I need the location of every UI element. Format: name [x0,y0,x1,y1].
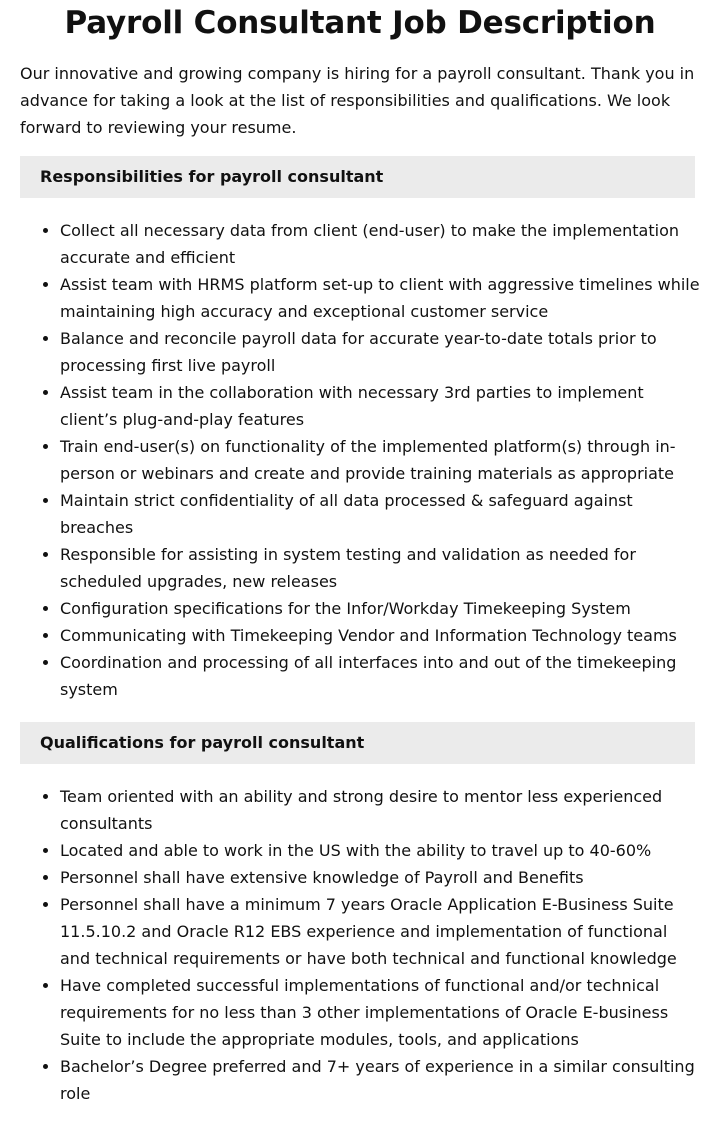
list-item: • Maintain strict confidentiality of all data processed & safeguard against breaches [60,487,700,541]
qualifications-list [20,783,700,1107]
list-item: • Assist team in the collaboration with necessary 3rd parties to implement client’s plug-and-play features [60,379,700,433]
list-item: • Communicating with Timekeeping Vendor and Information Technology teams [60,622,700,649]
list-item: • Responsible for assisting in system testing and validation as needed for scheduled upgrades, new releases [60,541,700,595]
list-item: • Coordination and processing of all interfaces into and out of the timekeeping system [60,649,700,703]
qualifications-heading: Qualifications for payroll consultant [20,722,695,764]
responsibilities-list [20,217,700,703]
responsibilities-heading: Responsibilities for payroll consultant [20,156,695,198]
list-item: • Assist team with HRMS platform set-up to client with aggressive timelines while maintaining high accuracy and exceptional customer service [60,271,700,325]
list-item: • Collect all necessary data from client (end-user) to make the implementation accurate and efficient [60,217,700,271]
list-item: • Bachelor’s Degree preferred and 7+ years of experience in a similar consulting role [60,1053,700,1107]
list-item: • Train end-user(s) on functionality of the implemented platform(s) through in-person or webinars and create and provide training materials as appropriate [60,433,700,487]
list-item: • Balance and reconcile payroll data for accurate year-to-date totals prior to processing first live payroll [60,325,700,379]
list-item: • Located and able to work in the US with the ability to travel up to 40-60% [60,837,700,864]
list-item: • Personnel shall have extensive knowledge of Payroll and Benefits [60,864,700,891]
list-item: • Personnel shall have a minimum 7 years Oracle Application E-Business Suite 11.5.10.2 and Oracle R12 EBS experience and implementation of functional and technical requirements or have both technical and functional knowledge [60,891,700,972]
intro-paragraph: Our innovative and growing company is hiring for a payroll consultant. Thank you in advance for taking a look at the list of responsibilities and qualifications. We look forward to reviewing your resume. [20,64,695,137]
list-item: • Have completed successful implementations of functional and/or technical requirements for no less than 3 other implementations of Oracle E-business Suite to include the appropriate modules, tools, and applications [60,972,700,1053]
list-item: • Team oriented with an ability and strong desire to mentor less experienced consultants [60,783,700,837]
page-title: Payroll Consultant Job Description [64,5,656,41]
list-item: • Configuration specifications for the Infor/Workday Timekeeping System [60,595,700,622]
